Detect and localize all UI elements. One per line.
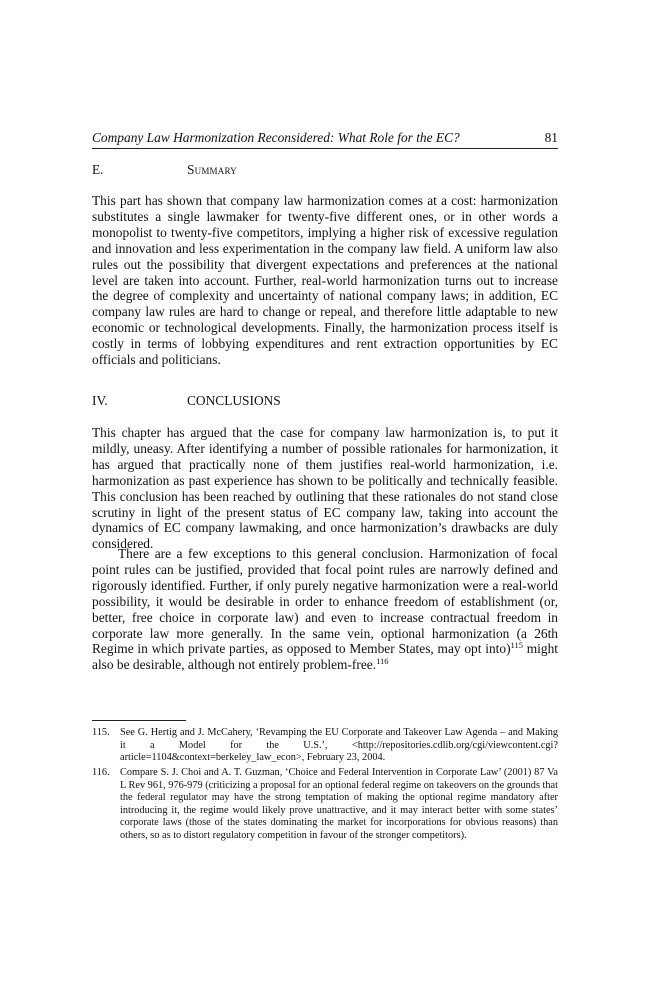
conclusions-paragraph-2 xyxy=(92,546,558,673)
conclusions-paragraph-1: This chapter has argued that the case for company law harmonization is, to put it mildly, uneasy. After identifying a number of possible rationales for harmonization, it has argued that practically none of them justifies real-world harmonization, i.e. harmonization as past experience has shown to be politically and technically feasible. This conclusion has been reached by outlining that these rationales do not stand close scrutiny in light of the present status of EC company law, taking into account the dynamics of EC company lawmaking, and once harmonization’s drawbacks are duly considered. xyxy=(92,425,558,552)
conclusions-paragraph-2-text-b: might also be desirable, although not entirely problem-free. xyxy=(92,641,558,673)
footnote-divider xyxy=(92,720,186,721)
footnote-ref-115[interactable]: 115 xyxy=(510,640,523,651)
running-head-title: Company Law Harmonization Reconsidered: What Role for the EC? xyxy=(92,130,460,145)
footnote-116 xyxy=(92,767,558,843)
section-e-paragraph: This part has shown that company law harmonization comes at a cost: harmonization substitutes a single lawmaker for twenty-five different ones, or in other words a monopolist to twenty-five competitors, implying a higher risk of excessive regulation and innovation and less experimentation in the company law field. A uniform law also rules out the possibility that divergent expectations and preferences at the national level are taken into account. Further, real-world harmonization turns out to increase the degree of complexity and uncertainty of national company laws; in addition, EC company law rules are hard to change or repeal, and therefore little adaptable to new economic or technological developments. Finally, the harmonization process itself is costly in terms of lobbying expenditures and rent extraction opportunities by EC officials and politicians. xyxy=(92,193,558,368)
section-e-title: Summary xyxy=(187,162,237,177)
footnote-number: 115. xyxy=(92,727,110,738)
footnote-text: See G. Hertig and J. McCahery, ‘Revamping the EU Corporate and Takeover Law Agenda – and Making it a Model for the U.S.’, <http://repositories.cdlib.org/cgi/viewcontent.cgi?article=1104&context=berkeley_law_econ>, February 23, 2004. xyxy=(120,727,558,764)
footnote-number: 116. xyxy=(92,767,110,778)
section-iv-title: CONCLUSIONS xyxy=(187,393,281,408)
section-e-number: E. xyxy=(92,162,104,177)
section-iv-number: IV. xyxy=(92,393,108,408)
page-number: 81 xyxy=(544,130,558,145)
conclusions-paragraph-2-text-a: There are a few exceptions to this general conclusion. Harmonization of focal point rules can be justified, provided that focal point rules are narrowly defined and rigorously identified. Further, if only purely negative harmonization were a real-world possibility, it would be desirable in order to enhance freedom of establishment (or, better, free choice in corporate law) and even to increase contractual freedom in corporate law more generally. In the same vein, optional harmonization (a 26th Regime in which private parties, as opposed to Member States, may opt into) xyxy=(92,546,558,657)
footnote-text: Compare S. J. Choi and A. T. Guzman, ‘Choice and Federal Intervention in Corporate Law’ (2001) 87 Va L Rev 961, 976-979 (criticizing a proposal for an optional federal regime on takeovers on the grounds that the federal regulator may have the strong temptation of making the optional regime mandatory after introducing it, the regime would likely prove unattractive, and it may interact better with some states’ corporate laws (those of the states dominating the market for incorporations for obvious reasons) than others, so as to distort regulatory competition in favour of the stronger competitors). xyxy=(120,767,558,841)
footnote-ref-116[interactable]: 116 xyxy=(376,656,389,667)
footnote-115 xyxy=(92,727,558,765)
running-head xyxy=(92,128,558,149)
